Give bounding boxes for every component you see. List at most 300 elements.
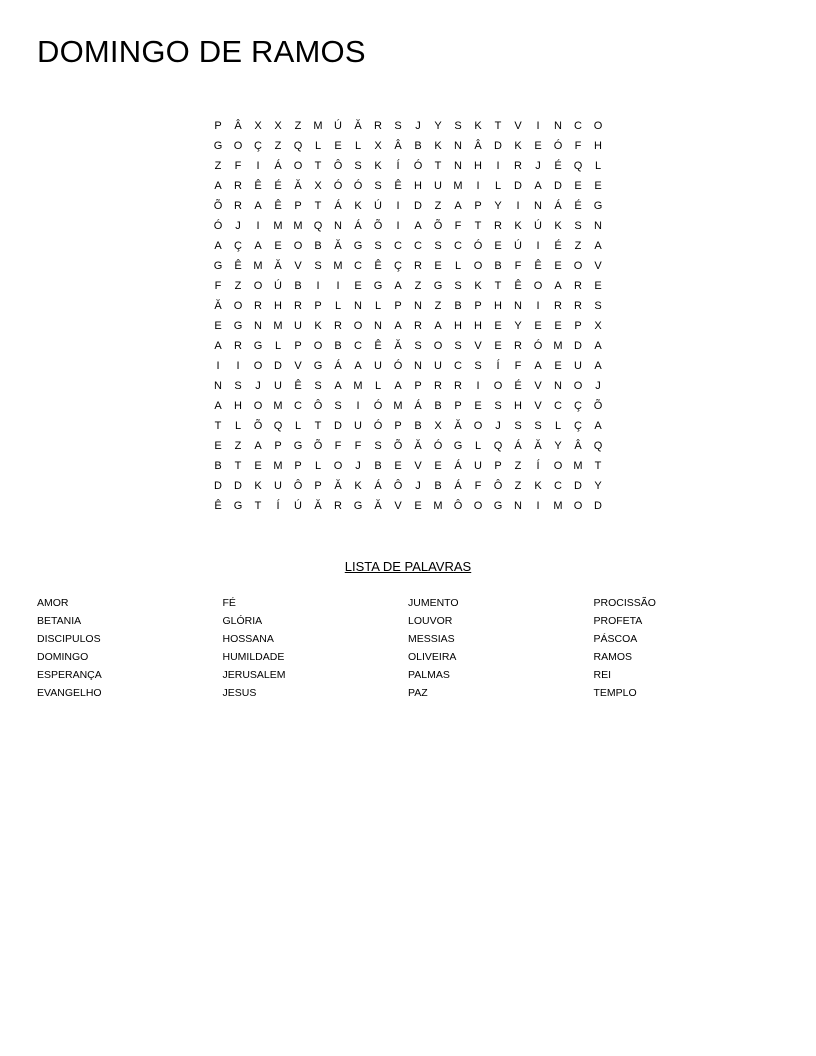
- grid-cell: Q: [493, 440, 503, 452]
- grid-cell: P: [394, 420, 402, 432]
- grid-cell: Ú: [514, 240, 522, 252]
- grid-cell: G: [493, 500, 503, 512]
- word-list-item: HUMILDADE: [222, 651, 285, 663]
- grid-cell: U: [294, 320, 302, 332]
- grid-cell: O: [433, 340, 443, 352]
- grid-cell: I: [536, 500, 540, 512]
- grid-cell: G: [233, 320, 243, 332]
- grid-cell: E: [334, 140, 342, 152]
- grid-cell: J: [415, 480, 421, 492]
- grid-cell: N: [514, 500, 522, 512]
- grid-cell: D: [574, 480, 582, 492]
- grid-cell: I: [396, 200, 400, 212]
- grid-cell: V: [474, 340, 482, 352]
- grid-cell: S: [534, 420, 542, 432]
- grid-cell: A: [254, 200, 262, 212]
- grid-cell: N: [334, 220, 342, 232]
- grid-cell: E: [474, 400, 482, 412]
- grid-cell: M: [353, 380, 363, 392]
- grid-cell: A: [334, 380, 342, 392]
- grid-cell: V: [594, 260, 602, 272]
- grid-cell: M: [273, 400, 283, 412]
- grid-cell: Ó: [433, 440, 443, 452]
- grid-cell: Z: [434, 300, 442, 312]
- grid-cell: M: [393, 400, 403, 412]
- grid-cell: D: [514, 180, 522, 192]
- grid-cell: A: [594, 340, 602, 352]
- grid-cell: S: [454, 280, 462, 292]
- grid-cell: Ô: [453, 500, 463, 512]
- grid-cell: O: [233, 140, 243, 152]
- grid-cell: D: [274, 360, 282, 372]
- grid-cell: S: [314, 260, 322, 272]
- grid-cell: Y: [594, 480, 602, 492]
- grid-cell: N: [454, 140, 462, 152]
- grid-cell: S: [414, 340, 422, 352]
- grid-cell: I: [516, 200, 520, 212]
- grid-cell: Q: [593, 440, 603, 452]
- word-list-item: PROCISSÃO: [593, 597, 656, 609]
- grid-cell: C: [554, 480, 562, 492]
- grid-cell: N: [414, 300, 422, 312]
- grid-cell: A: [214, 180, 222, 192]
- grid-cell: E: [214, 440, 222, 452]
- grid-cell: N: [454, 160, 462, 172]
- grid-cell: S: [394, 120, 402, 132]
- grid-cell: T: [314, 160, 322, 172]
- grid-cell: F: [354, 440, 362, 452]
- word-list-item: JERUSALEM: [222, 669, 286, 681]
- grid-cell: Ă: [214, 300, 222, 312]
- grid-cell: D: [574, 340, 582, 352]
- grid-cell: U: [274, 480, 282, 492]
- grid-cell: D: [234, 480, 242, 492]
- grid-cell: V: [514, 120, 522, 132]
- grid-cell: S: [594, 300, 602, 312]
- grid-cell: U: [434, 180, 442, 192]
- grid-cell: B: [414, 140, 422, 152]
- grid-cell: I: [236, 360, 240, 372]
- grid-cell: R: [494, 220, 502, 232]
- grid-cell: R: [414, 320, 422, 332]
- grid-cell: D: [414, 200, 422, 212]
- grid-cell: F: [334, 440, 342, 452]
- grid-cell: B: [434, 400, 442, 412]
- grid-cell: O: [573, 380, 583, 392]
- grid-cell: Z: [234, 440, 242, 452]
- word-list-item: DISCIPULOS: [37, 633, 101, 645]
- grid-cell: A: [594, 240, 602, 252]
- grid-cell: Z: [214, 160, 222, 172]
- grid-cell: G: [373, 280, 383, 292]
- grid-cell: Ă: [334, 240, 342, 252]
- grid-cell: É: [274, 180, 282, 192]
- grid-cell: J: [255, 380, 261, 392]
- grid-cell: E: [434, 260, 442, 272]
- grid-cell: Õ: [213, 200, 223, 212]
- grid-cell: V: [294, 360, 302, 372]
- grid-cell: Z: [514, 480, 522, 492]
- grid-cell: E: [494, 240, 502, 252]
- grid-cell: M: [313, 120, 323, 132]
- grid-cell: J: [595, 380, 601, 392]
- grid-cell: S: [514, 420, 522, 432]
- grid-cell: U: [574, 360, 582, 372]
- grid-cell: X: [434, 420, 442, 432]
- grid-cell: A: [394, 380, 402, 392]
- grid-cell: P: [494, 460, 502, 472]
- grid-cell: C: [354, 260, 362, 272]
- grid-cell: O: [253, 400, 263, 412]
- word-list-column: [408, 594, 594, 702]
- grid-cell: L: [554, 420, 562, 432]
- grid-cell: Ă: [354, 120, 362, 132]
- word-list-item: ESPERANÇA: [37, 669, 102, 681]
- grid-cell: Ă: [414, 440, 422, 452]
- grid-cell: Ç: [234, 240, 242, 252]
- grid-cell: B: [314, 240, 322, 252]
- word-list-item: PAZ: [408, 687, 428, 699]
- grid-cell: Ô: [333, 160, 343, 172]
- grid-cell: Õ: [393, 440, 403, 452]
- grid-cell: Z: [414, 280, 422, 292]
- grid-cell: Õ: [313, 440, 323, 452]
- grid-cell: Õ: [373, 220, 383, 232]
- grid-cell: F: [514, 260, 522, 272]
- grid-cell: B: [374, 460, 382, 472]
- grid-cell: H: [594, 140, 602, 152]
- grid-cell: Ă: [274, 260, 282, 272]
- grid-cell: K: [434, 140, 442, 152]
- grid-cell: C: [554, 400, 562, 412]
- grid-cell: H: [274, 300, 282, 312]
- grid-cell: X: [274, 120, 282, 132]
- grid-cell: T: [434, 160, 442, 172]
- grid-cell: L: [454, 260, 462, 272]
- grid-cell: Á: [354, 220, 362, 232]
- grid-cell: E: [254, 460, 262, 472]
- grid-cell: Ê: [294, 380, 302, 392]
- grid-cell: D: [554, 180, 562, 192]
- grid-cell: Í: [536, 460, 540, 472]
- grid-cell: O: [253, 360, 263, 372]
- grid-cell: G: [213, 140, 223, 152]
- grid-cell: R: [514, 340, 522, 352]
- grid-cell: A: [594, 420, 602, 432]
- grid-cell: Q: [293, 140, 303, 152]
- grid-cell: E: [594, 180, 602, 192]
- grid-cell: F: [234, 160, 242, 172]
- grid-cell: H: [414, 180, 422, 192]
- grid-cell: Á: [334, 200, 342, 212]
- grid-cell: M: [333, 260, 343, 272]
- word-list-item: HOSSANA: [222, 633, 274, 645]
- word-list-item: DOMINGO: [37, 651, 89, 663]
- grid-cell: Ê: [274, 200, 282, 212]
- grid-cell: U: [474, 460, 482, 472]
- grid-cell: O: [353, 320, 363, 332]
- grid-cell: J: [235, 220, 241, 232]
- grid-cell: C: [394, 240, 402, 252]
- grid-cell: Í: [396, 160, 400, 172]
- grid-cell: Ô: [313, 400, 323, 412]
- grid-cell: X: [594, 320, 602, 332]
- grid-cell: A: [214, 340, 222, 352]
- grid-cell: P: [574, 320, 582, 332]
- grid-cell: Í: [496, 360, 500, 372]
- grid-cell: M: [253, 260, 263, 272]
- grid-cell: Á: [414, 400, 422, 412]
- word-list-item: JESUS: [222, 687, 257, 699]
- grid-cell: J: [495, 420, 501, 432]
- grid-cell: I: [356, 400, 360, 412]
- grid-cell: S: [374, 440, 382, 452]
- grid-cell: Ó: [353, 180, 363, 192]
- grid-cell: E: [494, 340, 502, 352]
- word-list-title: LISTA DE PALAVRAS: [344, 559, 472, 574]
- grid-cell: F: [514, 360, 522, 372]
- grid-cell: O: [473, 260, 483, 272]
- grid-cell: Ç: [254, 140, 262, 152]
- page-title: DOMINGO DE RAMOS: [37, 34, 366, 69]
- grid-cell: C: [294, 400, 302, 412]
- grid-cell: U: [434, 360, 442, 372]
- grid-cell: N: [534, 200, 542, 212]
- grid-cell: G: [253, 340, 263, 352]
- grid-cell: N: [514, 300, 522, 312]
- grid-cell: L: [374, 300, 382, 312]
- grid-cell: Ó: [533, 340, 543, 352]
- grid-cell: T: [494, 120, 502, 132]
- grid-cell: R: [554, 300, 562, 312]
- grid-cell: P: [454, 400, 462, 412]
- grid-cell: L: [354, 140, 362, 152]
- grid-cell: L: [234, 420, 242, 432]
- grid-cell: B: [494, 260, 502, 272]
- grid-cell: Â: [394, 140, 402, 152]
- grid-cell: K: [474, 280, 482, 292]
- grid-cell: Z: [234, 280, 242, 292]
- grid-cell: D: [334, 420, 342, 432]
- grid-cell: G: [453, 440, 463, 452]
- grid-cell: É: [574, 200, 582, 212]
- grid-cell: E: [394, 460, 402, 472]
- grid-cell: M: [553, 500, 563, 512]
- grid-cell: I: [476, 380, 480, 392]
- grid-cell: Ê: [374, 340, 382, 352]
- grid-cell: L: [494, 180, 502, 192]
- grid-cell: A: [414, 220, 422, 232]
- grid-cell: H: [474, 320, 482, 332]
- grid-cell: E: [354, 280, 362, 292]
- grid-cell: B: [334, 340, 342, 352]
- grid-cell: Y: [494, 200, 502, 212]
- grid-cell: V: [414, 460, 422, 472]
- grid-cell: I: [316, 280, 320, 292]
- grid-cell: D: [594, 500, 602, 512]
- grid-cell: U: [274, 380, 282, 392]
- grid-cell: M: [293, 220, 303, 232]
- grid-cell: P: [294, 460, 302, 472]
- grid-cell: O: [293, 240, 303, 252]
- grid-cell: F: [454, 220, 462, 232]
- grid-cell: T: [314, 200, 322, 212]
- grid-cell: K: [314, 320, 322, 332]
- grid-cell: G: [233, 500, 243, 512]
- grid-cell: A: [214, 240, 222, 252]
- grid-cell: B: [214, 460, 222, 472]
- grid-cell: A: [454, 200, 462, 212]
- grid-cell: Ô: [393, 480, 403, 492]
- grid-cell: F: [214, 280, 222, 292]
- grid-cell: P: [214, 120, 222, 132]
- grid-cell: N: [254, 320, 262, 332]
- grid-cell: Õ: [253, 420, 263, 432]
- word-list-item: REI: [593, 669, 612, 681]
- grid-cell: A: [254, 440, 262, 452]
- grid-cell: T: [254, 500, 262, 512]
- grid-cell: Ó: [413, 160, 423, 172]
- grid-cell: R: [254, 300, 262, 312]
- grid-cell: K: [534, 480, 542, 492]
- grid-cell: P: [314, 300, 322, 312]
- grid-cell: Ê: [214, 500, 222, 512]
- grid-cell: C: [414, 240, 422, 252]
- grid-cell: L: [334, 300, 342, 312]
- grid-cell: Ç: [394, 260, 402, 272]
- grid-cell: Ó: [553, 140, 563, 152]
- grid-cell: S: [234, 380, 242, 392]
- grid-cell: É: [554, 240, 562, 252]
- grid-cell: E: [574, 180, 582, 192]
- grid-cell: Ă: [374, 500, 382, 512]
- grid-cell: G: [293, 440, 303, 452]
- grid-cell: E: [434, 460, 442, 472]
- grid-cell: S: [354, 160, 362, 172]
- grid-cell: Ú: [294, 500, 302, 512]
- grid-cell: T: [474, 220, 482, 232]
- grid-cell: X: [314, 180, 322, 192]
- word-list-item: OLIVEIRA: [408, 651, 457, 663]
- grid-cell: A: [534, 360, 542, 372]
- grid-cell: Õ: [433, 220, 443, 232]
- grid-cell: L: [314, 140, 322, 152]
- grid-cell: R: [234, 340, 242, 352]
- grid-cell: R: [434, 380, 442, 392]
- grid-cell: R: [454, 380, 462, 392]
- grid-cell: H: [514, 400, 522, 412]
- grid-cell: V: [294, 260, 302, 272]
- grid-cell: T: [594, 460, 602, 472]
- grid-cell: S: [434, 240, 442, 252]
- grid-cell: L: [314, 460, 322, 472]
- grid-cell: R: [514, 160, 522, 172]
- grid-cell: R: [414, 260, 422, 272]
- grid-cell: C: [574, 120, 582, 132]
- word-list-item: MESSIAS: [408, 633, 455, 645]
- grid-cell: Á: [514, 440, 522, 452]
- grid-cell: I: [256, 160, 260, 172]
- word-list: [37, 594, 797, 702]
- grid-cell: Í: [276, 500, 280, 512]
- grid-cell: I: [476, 180, 480, 192]
- grid-cell: G: [593, 200, 603, 212]
- grid-cell: R: [334, 320, 342, 332]
- grid-cell: S: [494, 400, 502, 412]
- grid-cell: K: [374, 160, 382, 172]
- grid-cell: Ă: [534, 440, 542, 452]
- grid-cell: H: [454, 320, 462, 332]
- word-list-item: PALMAS: [408, 669, 450, 681]
- grid-cell: K: [354, 480, 362, 492]
- grid-cell: A: [534, 180, 542, 192]
- grid-cell: Â: [574, 440, 582, 452]
- grid-cell: L: [374, 380, 382, 392]
- word-list-item: GLÓRIA: [222, 615, 263, 627]
- grid-cell: Ú: [334, 120, 342, 132]
- grid-cell: R: [374, 120, 382, 132]
- grid-cell: O: [253, 280, 263, 292]
- grid-cell: A: [214, 400, 222, 412]
- grid-cell: E: [554, 360, 562, 372]
- grid-cell: N: [594, 220, 602, 232]
- grid-cell: D: [214, 480, 222, 492]
- grid-cell: M: [273, 460, 283, 472]
- grid-cell: R: [574, 280, 582, 292]
- word-list-column: [223, 594, 409, 702]
- grid-cell: Ê: [534, 260, 542, 272]
- grid-cell: M: [573, 460, 583, 472]
- word-list-item: AMOR: [37, 597, 69, 609]
- grid-cell: I: [396, 220, 400, 232]
- grid-cell: P: [274, 440, 282, 452]
- word-list-item: PÁSCOA: [593, 633, 638, 645]
- grid-cell: Z: [274, 140, 282, 152]
- grid-cell: N: [554, 120, 562, 132]
- grid-cell: P: [414, 380, 422, 392]
- grid-cell: B: [294, 280, 302, 292]
- grid-cell: P: [294, 200, 302, 212]
- grid-cell: O: [573, 500, 583, 512]
- grid-cell: Á: [454, 480, 462, 492]
- grid-cell: É: [514, 380, 522, 392]
- grid-cell: K: [514, 220, 522, 232]
- grid-cell: A: [434, 320, 442, 332]
- grid-cell: H: [494, 300, 502, 312]
- grid-cell: Ó: [213, 220, 223, 232]
- grid-cell: A: [554, 280, 562, 292]
- grid-cell: K: [514, 140, 522, 152]
- grid-cell: I: [536, 120, 540, 132]
- grid-cell: I: [496, 160, 500, 172]
- grid-cell: R: [334, 500, 342, 512]
- grid-cell: N: [554, 380, 562, 392]
- grid-cell: E: [214, 320, 222, 332]
- grid-cell: E: [274, 240, 282, 252]
- grid-cell: O: [493, 380, 503, 392]
- grid-cell: N: [374, 320, 382, 332]
- word-list-column: [37, 594, 223, 702]
- grid-cell: Ô: [493, 480, 503, 492]
- grid-cell: R: [294, 300, 302, 312]
- grid-cell: Ê: [514, 280, 522, 292]
- grid-cell: U: [354, 420, 362, 432]
- grid-cell: Â: [234, 120, 242, 132]
- grid-cell: Z: [574, 240, 582, 252]
- word-list-item: PROFETA: [593, 615, 643, 627]
- grid-cell: M: [273, 320, 283, 332]
- grid-cell: A: [394, 280, 402, 292]
